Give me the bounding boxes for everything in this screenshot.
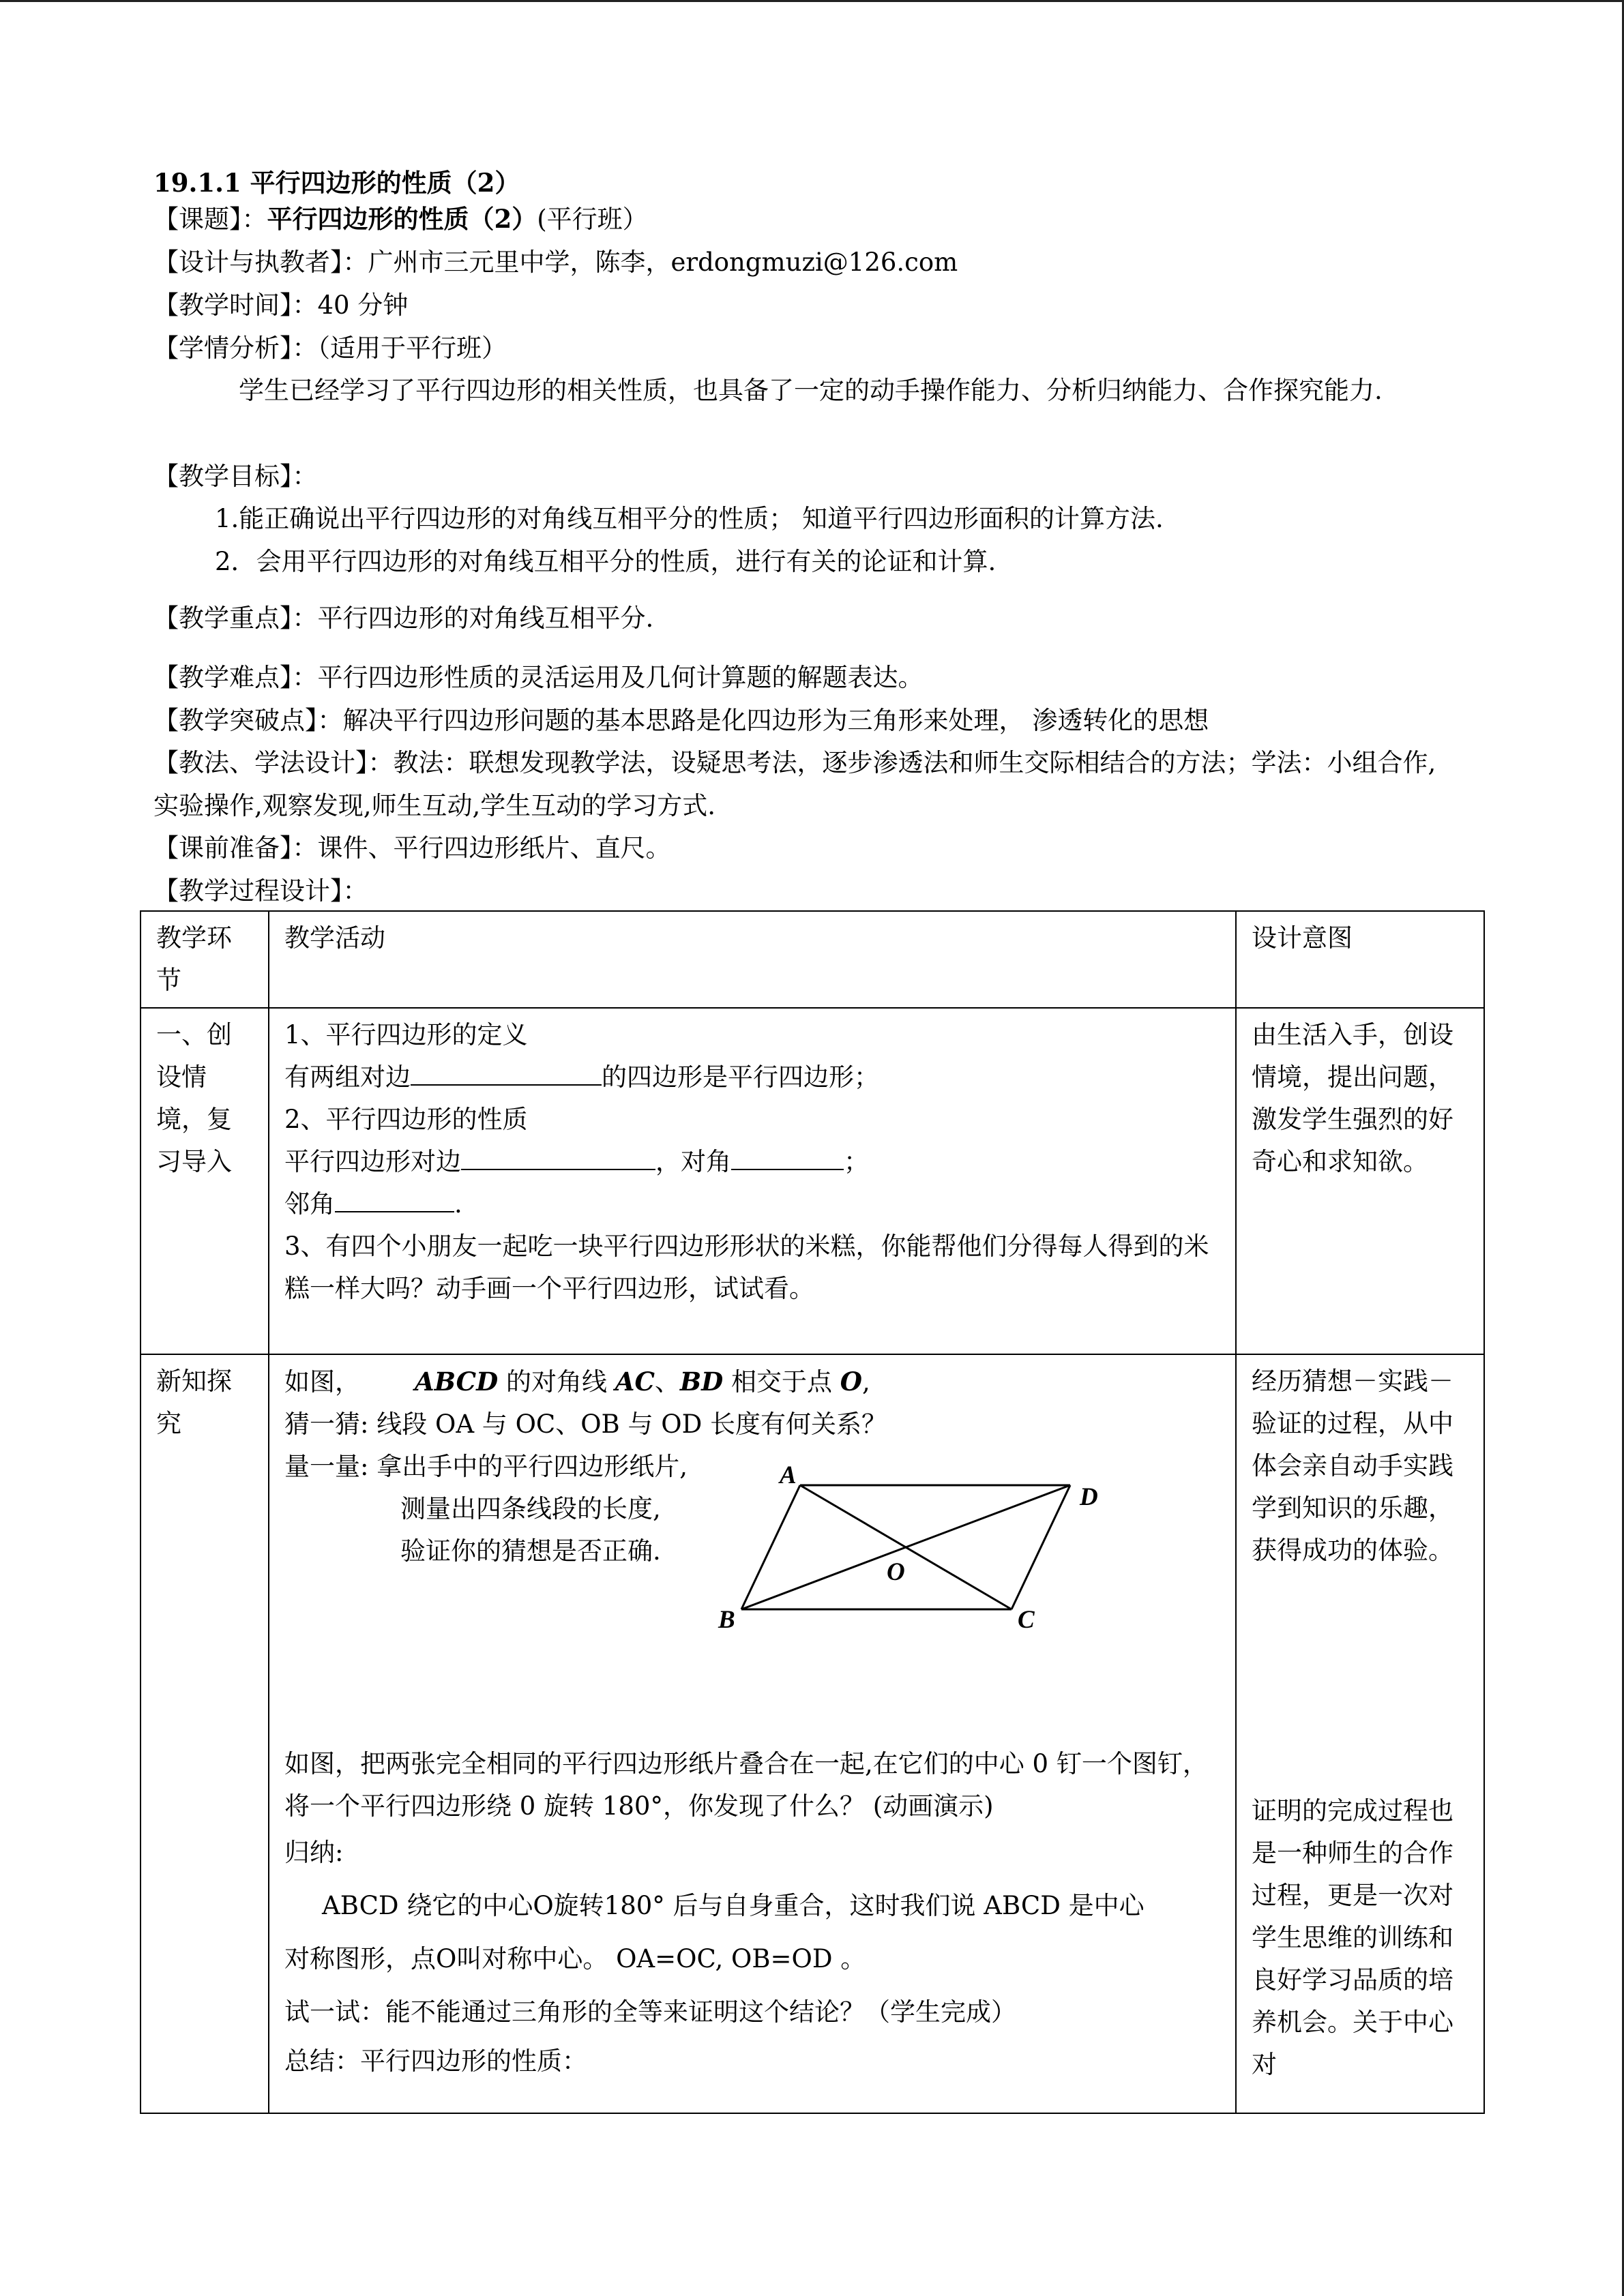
topic-label: 【课题】： xyxy=(153,205,267,234)
header-intent: 设计意图 xyxy=(1236,911,1484,1008)
analysis-text: 学生已经学习了平行四边形的相关性质，也具备了一定的动手操作能力、分析归纳能力、合作探究能力. xyxy=(239,376,1383,405)
header-stage: 教学环节 xyxy=(141,911,269,1008)
parallelogram-figure xyxy=(718,1450,1170,1634)
summary-line: ABCD 绕它的中心O旋转180° 后与自身重合，这时我们说 ABCD 是中心 xyxy=(322,1891,1145,1920)
vertex-label-d: D xyxy=(1080,1483,1098,1511)
prep-line xyxy=(153,835,671,861)
time-label: 【教学时间】： xyxy=(153,290,318,320)
process-label: 【教学过程设计】： xyxy=(153,876,368,906)
activity-text: ，对角 xyxy=(655,1147,731,1176)
activity-text: 有两组对边 xyxy=(284,1062,411,1092)
analysis-line xyxy=(153,333,507,363)
vertex-label-c: C xyxy=(1018,1606,1035,1634)
key-value: 平行四边形的对角线互相平分. xyxy=(317,603,654,633)
fill-blank xyxy=(461,1142,655,1170)
activity-text: ； xyxy=(844,1147,869,1176)
designer-value: 广州市三元里中学，陈李，erdongmuzi@126.com xyxy=(368,248,958,277)
activity-paragraph: 如图，把两张完全相同的平行四边形纸片叠合在一起,在它们的中心 0 钉一个图钉，将一个平行四边形绕 0 旋转 180°，你发现了什么？ (动画演示) xyxy=(284,1749,1208,1821)
teaching-process-table xyxy=(140,910,1485,2114)
analysis-value: （适用于平行班） xyxy=(317,333,507,363)
activity-line: 2、平行四边形的性质 xyxy=(284,1105,528,1134)
designer-line xyxy=(153,250,958,275)
intent-cell xyxy=(1236,1354,1484,2113)
difficulty-line xyxy=(153,665,924,690)
method-paragraph xyxy=(153,741,1449,827)
table-row xyxy=(141,1008,1484,1354)
page-title: 19.1.1 平行四边形的性质（2） xyxy=(153,168,520,198)
fill-blank xyxy=(731,1142,844,1170)
activity-text: 如图， xyxy=(284,1367,360,1397)
page-top-border xyxy=(0,0,1624,2)
prep-label: 【课前准备】： xyxy=(153,833,318,863)
vertex-label-b: B xyxy=(718,1606,735,1634)
prep-value: 课件、平行四边形纸片、直尺。 xyxy=(317,833,671,863)
stage-cell: 新知探究 xyxy=(141,1354,269,2113)
activity-text: 的对角线 xyxy=(498,1367,615,1397)
fill-blank xyxy=(335,1184,454,1212)
activity-line xyxy=(284,1183,1220,1225)
method-label: 【教法、学法设计】： xyxy=(153,748,394,777)
point-name: O xyxy=(840,1367,863,1397)
activity-line: 3、有四个小朋友一起吃一块平行四边形形状的米糕，你能帮他们分得每人得到的米糕一样大吗？动手画一个平行四边形，试试看。 xyxy=(284,1232,1209,1303)
topic-value: 平行四边形的性质（2） xyxy=(267,204,537,234)
difficulty-value: 平行四边形性质的灵活运用及几何计算题的解题表达。 xyxy=(317,663,924,692)
activity-line xyxy=(284,1056,1220,1099)
stage-cell: 一、创设情境，复习导入 xyxy=(141,1008,269,1354)
difficulty-label: 【教学难点】： xyxy=(153,663,318,692)
goal-2: 2．会用平行四边形的对角线互相平分的性质，进行有关的论证和计算. xyxy=(215,547,996,576)
activity-text: . xyxy=(454,1189,462,1219)
breakthrough-label: 【教学突破点】： xyxy=(153,706,343,735)
intent-text: 经历猜想－实践－验证的过程，从中体会亲自动手实践学到知识的乐趣，获得成功的体验。 xyxy=(1252,1367,1453,1565)
goal-1: 1.能正确说出平行四边形的对角线互相平分的性质； 知道平行四边形面积的计算方法. xyxy=(215,504,1164,533)
topic-line xyxy=(153,204,648,234)
summary-line: 对称图形，点O叫对称中心。 OA=OC, OB=OD 。 xyxy=(284,1944,866,1973)
breakthrough-line xyxy=(153,708,1209,733)
key-line xyxy=(153,603,654,633)
activity-text: 相交于点 xyxy=(723,1367,840,1397)
designer-label: 【设计与执教者】： xyxy=(153,248,368,277)
goals-label: 【教学目标】： xyxy=(153,462,318,491)
center-label-o: O xyxy=(887,1558,905,1586)
activity-line xyxy=(284,1360,1220,1403)
parallelogram-name: ABCD xyxy=(415,1367,499,1397)
time-value: 40 分钟 xyxy=(317,290,409,320)
header-activity: 教学活动 xyxy=(269,911,1236,1008)
activity-text: 邻角 xyxy=(284,1189,335,1219)
activity-text: 、 xyxy=(654,1367,680,1397)
table-row xyxy=(141,1354,1484,2113)
activity-line: 验证你的猜想是否正确. xyxy=(400,1536,661,1566)
activity-cell xyxy=(269,1008,1236,1354)
vertex-label-a: A xyxy=(780,1461,797,1489)
summary-label: 归纳: xyxy=(284,1838,344,1867)
topic-suffix: (平行班） xyxy=(537,205,648,234)
segment-name: AC xyxy=(615,1367,655,1397)
activity-line: 1、平行四边形的定义 xyxy=(284,1020,528,1049)
activity-line: 量一量: 拿出手中的平行四边形纸片, xyxy=(284,1452,688,1481)
intent-cell: 由生活入手，创设情境，提出问题，激发学生强烈的好奇心和求知欲。 xyxy=(1236,1008,1484,1354)
conclusion-line: 总结：平行四边形的性质： xyxy=(284,2046,587,2076)
activity-text: 的四边形是平行四边形； xyxy=(602,1062,879,1092)
activity-line: 猜一猜: 线段 OA 与 OC、OB 与 OD 长度有何关系？ xyxy=(284,1410,887,1439)
time-line xyxy=(153,290,409,320)
segment-name: BD xyxy=(679,1367,724,1397)
analysis-label: 【学情分析】： xyxy=(153,333,318,363)
table-header-row xyxy=(141,911,1484,1008)
activity-line xyxy=(284,1141,1220,1183)
activity-cell xyxy=(269,1354,1236,2113)
key-label: 【教学重点】： xyxy=(153,603,318,633)
fill-blank xyxy=(411,1057,602,1086)
try-line: 试一试：能不能通过三角形的全等来证明这个结论？（学生完成） xyxy=(284,1997,1016,2027)
activity-text: , xyxy=(862,1367,870,1397)
intent-text: 证明的完成过程也是一种师生的合作过程，更是一次对学生思维的训练和良好学习品质的培养机会。关于中心对 xyxy=(1252,1796,1453,2079)
method-value: 教法：联想发现教学法，设疑思考法，逐步渗透法和师生交际相结合的方法；学法：小组合作,实验操作,观察发现,师生互动,学生互动的学习方式. xyxy=(153,748,1436,820)
activity-line: 测量出四条线段的长度, xyxy=(400,1494,661,1523)
activity-text: 平行四边形对边 xyxy=(284,1147,461,1176)
breakthrough-value: 解决平行四边形问题的基本思路是化四边形为三角形来处理， 渗透转化的思想 xyxy=(342,706,1209,735)
